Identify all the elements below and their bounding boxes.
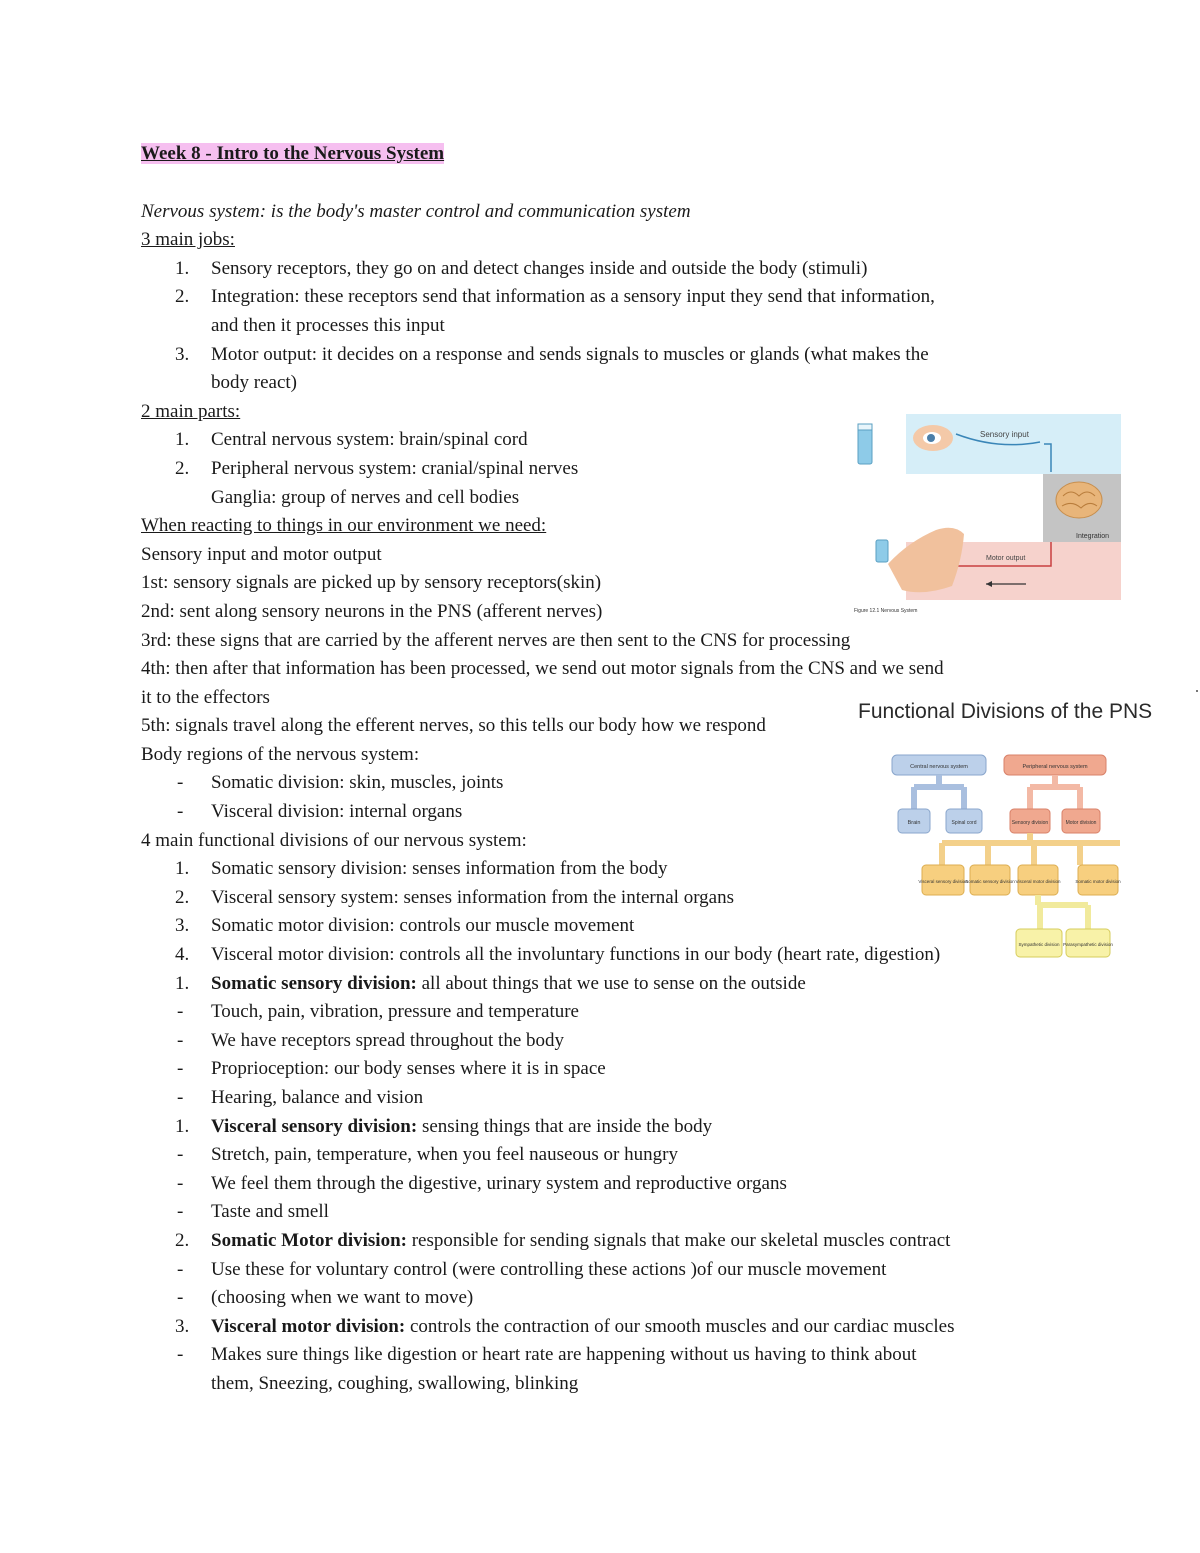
functional-heading: 4 main functional divisions of our nervous system: bbox=[141, 829, 527, 851]
list-item: 1. Sensory receptors, they go on and detect changes inside and outside the body (stimuli) bbox=[175, 257, 868, 279]
bullet-item: - Makes sure things like digestion or heart rate are happening without us having to think about bbox=[177, 1344, 917, 1366]
list-item: 3. Visceral motor division: controls the contraction of our smooth muscles and our cardiac muscles bbox=[175, 1315, 955, 1337]
list-item-continuation: body react) bbox=[211, 372, 297, 394]
svg-text:Sensory division: Sensory division bbox=[1011, 820, 1049, 826]
text-line: Sensory input and motor output bbox=[141, 543, 382, 565]
svg-text:Visceral motor division: Visceral motor division bbox=[1015, 879, 1061, 884]
list-item: 3. Motor output: it decides on a response and sends signals to muscles or glands (what makes the bbox=[175, 343, 929, 365]
motor-output-label: Motor output bbox=[986, 555, 1026, 562]
pns-divisions-figure bbox=[858, 700, 1158, 965]
text-line: Body regions of the nervous system: bbox=[141, 743, 420, 765]
svg-text:Visceral sensory division: Visceral sensory division bbox=[918, 879, 968, 884]
list-item: 2. Integration: these receptors send that information as a sensory input they send that information, bbox=[175, 286, 935, 308]
figure-title: Functional Divisions of the PNS bbox=[858, 700, 1153, 723]
text-line: 2nd: sent along sensory neurons in the PNS (afferent nerves) bbox=[141, 600, 603, 622]
figure-caption: Figure 12.1 Nervous System bbox=[854, 608, 918, 614]
nervous-system-figure bbox=[848, 414, 1123, 614]
bullet-item: - We have receptors spread throughout the body bbox=[177, 1029, 565, 1051]
bullet-item: - Somatic division: skin, muscles, joints bbox=[177, 772, 504, 794]
sensory-input-label: Sensory input bbox=[980, 430, 1029, 439]
list-item: 2. Somatic Motor division: responsible for sending signals that make our skeletal muscles contract bbox=[175, 1229, 951, 1251]
list-item: 4. Visceral motor division: controls all the involuntary functions in our body (heart rate, digestion) bbox=[175, 944, 941, 966]
svg-text:Peripheral nervous system: Peripheral nervous system bbox=[1022, 764, 1088, 770]
list-item: 1. Somatic sensory division: senses information from the body bbox=[175, 858, 668, 880]
bullet-item: - Stretch, pain, temperature, when you feel nauseous or hungry bbox=[177, 1144, 678, 1166]
svg-text:Sympathetic division: Sympathetic division bbox=[1018, 942, 1060, 947]
bullet-item: - Hearing, balance and vision bbox=[177, 1087, 424, 1108]
pns-divisions-diagram bbox=[858, 725, 1158, 965]
svg-text:Motor division: Motor division bbox=[1065, 820, 1097, 826]
text-line: it to the effectors bbox=[141, 686, 270, 708]
bullet-item: - Taste and smell bbox=[177, 1201, 329, 1223]
svg-text:Somatic motor division: Somatic motor division bbox=[1075, 879, 1121, 884]
list-item: 2. Peripheral nervous system: cranial/spinal nerves bbox=[175, 457, 579, 479]
text-line: 5th: signals travel along the efferent nerves, so this tells our body how we respond bbox=[141, 715, 766, 737]
main-parts-heading: 2 main parts: bbox=[141, 400, 241, 422]
list-item-continuation: Ganglia: group of nerves and cell bodies bbox=[211, 486, 520, 508]
reacting-heading: When reacting to things in our environment we need: bbox=[141, 515, 547, 537]
text-line: 3rd: these signs that are carried by the afferent nerves are then sent to the CNS for processing bbox=[141, 629, 851, 651]
bullet-item: - Use these for voluntary control (were controlling these actions )of our muscle movement bbox=[177, 1258, 887, 1280]
nervous-system-illustration bbox=[848, 414, 1123, 614]
list-item: 1. Somatic sensory division: all about things that we use to sense on the outside bbox=[175, 972, 806, 994]
text-line: 1st: sensory signals are picked up by sensory receptors(skin) bbox=[141, 572, 602, 594]
text-line: 4th: then after that information has been processed, we send out motor signals from the CNS and we send bbox=[141, 658, 944, 680]
bullet-item: - Visceral division: internal organs bbox=[177, 801, 463, 823]
list-item: 3. Somatic motor division: controls our muscle movement bbox=[175, 915, 635, 937]
list-item: 1. Visceral sensory division: sensing things that are inside the body bbox=[175, 1115, 713, 1137]
main-jobs-heading: 3 main jobs: bbox=[141, 229, 235, 251]
bullet-item: - Proprioception: our body senses where it is in space bbox=[177, 1058, 606, 1080]
svg-text:Brain: Brain bbox=[907, 820, 921, 826]
stray-mark bbox=[1196, 690, 1198, 692]
bullet-item: - We feel them through the digestive, urinary system and reproductive organs bbox=[177, 1172, 787, 1194]
page-title: Week 8 - Intro to the Nervous System bbox=[141, 143, 445, 164]
definition: Nervous system: is the body's master control and communication system bbox=[141, 200, 691, 222]
integration-label: Integration bbox=[1076, 533, 1110, 540]
svg-text:Spinal cord: Spinal cord bbox=[951, 820, 977, 826]
svg-text:Parasympathetic division: Parasympathetic division bbox=[1063, 942, 1113, 947]
list-item: 1. Central nervous system: brain/spinal cord bbox=[175, 429, 528, 451]
svg-text:Central nervous system: Central nervous system bbox=[910, 764, 968, 770]
list-item-continuation: them, Sneezing, coughing, swallowing, blinking bbox=[211, 1372, 579, 1394]
svg-text:Somatic sensory division: Somatic sensory division bbox=[965, 879, 1015, 884]
bullet-item: - Touch, pain, vibration, pressure and temperature bbox=[177, 1001, 579, 1023]
bullet-item: - (choosing when we want to move) bbox=[177, 1287, 474, 1309]
list-item-continuation: and then it processes this input bbox=[211, 314, 445, 336]
list-item: 2. Visceral sensory system: senses information from the internal organs bbox=[175, 886, 735, 908]
